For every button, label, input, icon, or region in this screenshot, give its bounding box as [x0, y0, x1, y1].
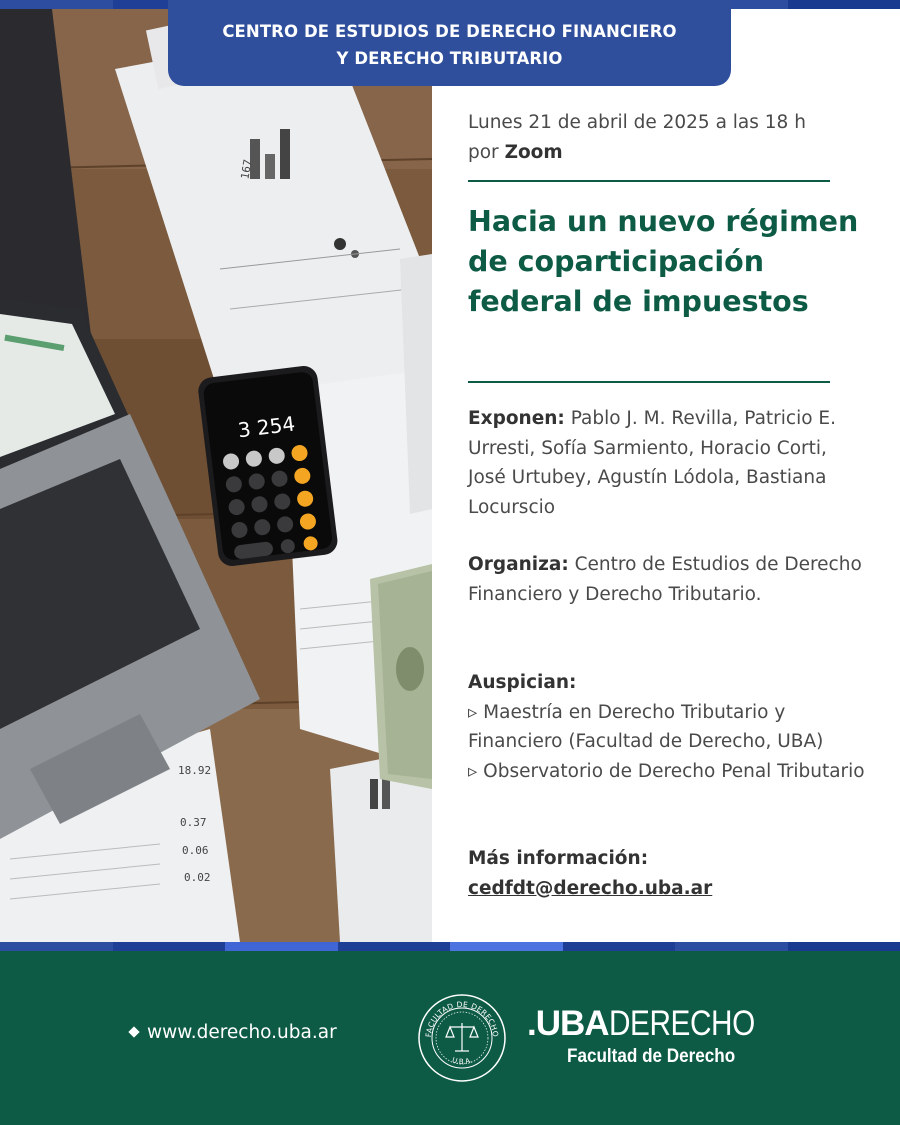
footer [0, 951, 900, 1125]
speakers-section [468, 404, 868, 522]
sponsor-item: ▹ Maestría en Derecho Tributario y Financiero (Facultad de Derecho, UBA) [468, 701, 824, 752]
photo-number-4: 0.02 [184, 871, 211, 884]
header-ribbon [168, 0, 731, 86]
seal-top-text: FACULTAD DE DERECHO [423, 999, 501, 1038]
event-title: Hacia un nuevo régimen de coparticipación federal de impuestos [468, 205, 859, 318]
photo-number-1: 18.92 [178, 764, 212, 777]
sponsor-item: ▹ Observatorio de Derecho Penal Tributario [468, 760, 865, 782]
photo-number-0: 167 [238, 158, 255, 181]
divider-top [468, 180, 830, 182]
sponsors-label: Auspician: [468, 672, 577, 693]
header-line-1: CENTRO DE ESTUDIOS DE DERECHO FINANCIERO [222, 22, 677, 41]
organizer-section [468, 550, 868, 609]
calculator-display: 3 254 [236, 411, 297, 443]
seal-bottom-text: U.B.A. [450, 1056, 474, 1066]
organizer-label: Organiza: [468, 554, 569, 575]
contact-email-link[interactable]: cedfdt@derecho.uba.ar [468, 877, 713, 899]
speakers-label: Exponen: [468, 408, 565, 429]
website-link[interactable] [130, 1022, 337, 1043]
more-info-section [468, 844, 868, 903]
logo-derecho: DERECHO [608, 1004, 755, 1043]
logo-subtitle: Facultad de Derecho [567, 1046, 736, 1067]
calculator-phone [197, 364, 339, 567]
via-line [468, 138, 868, 168]
photo-number-3: 0.06 [182, 844, 209, 857]
diamond-bullet-icon [128, 1026, 139, 1037]
bottom-color-stripe [0, 942, 900, 951]
divider-bottom [468, 381, 830, 383]
university-seal [417, 993, 507, 1083]
desk-photo [0, 9, 432, 942]
faculty-logo [527, 1005, 780, 1068]
header-line-2: Y DERECHO TRIBUTARIO [336, 49, 563, 68]
scales-of-justice-icon [446, 1023, 478, 1051]
via-platform: Zoom [504, 141, 563, 163]
banknotes [370, 564, 432, 789]
organizer-text: Centro de Estudios de Derecho Financiero y Derecho Tributario. [468, 554, 862, 605]
sponsors-section [468, 668, 868, 786]
date-line: Lunes 21 de abril de 2025 a las 18 h [468, 112, 806, 133]
speakers-list: Pablo J. M. Revilla, Patricio E. Urresti, Sofía Sarmiento, Horacio Corti, José Urtubey, Agustín Lódola, Bastiana Locurscio [468, 408, 836, 518]
website-text: www.derecho.uba.ar [147, 1022, 337, 1043]
svg-text:U.B.A. [451, 1056, 473, 1066]
via-prefix: por [468, 141, 505, 163]
more-info-label: Más información: [468, 848, 649, 869]
event-date [468, 108, 868, 167]
photo-number-2: 0.37 [180, 816, 207, 829]
logo-uba: .UBA [527, 1004, 609, 1043]
